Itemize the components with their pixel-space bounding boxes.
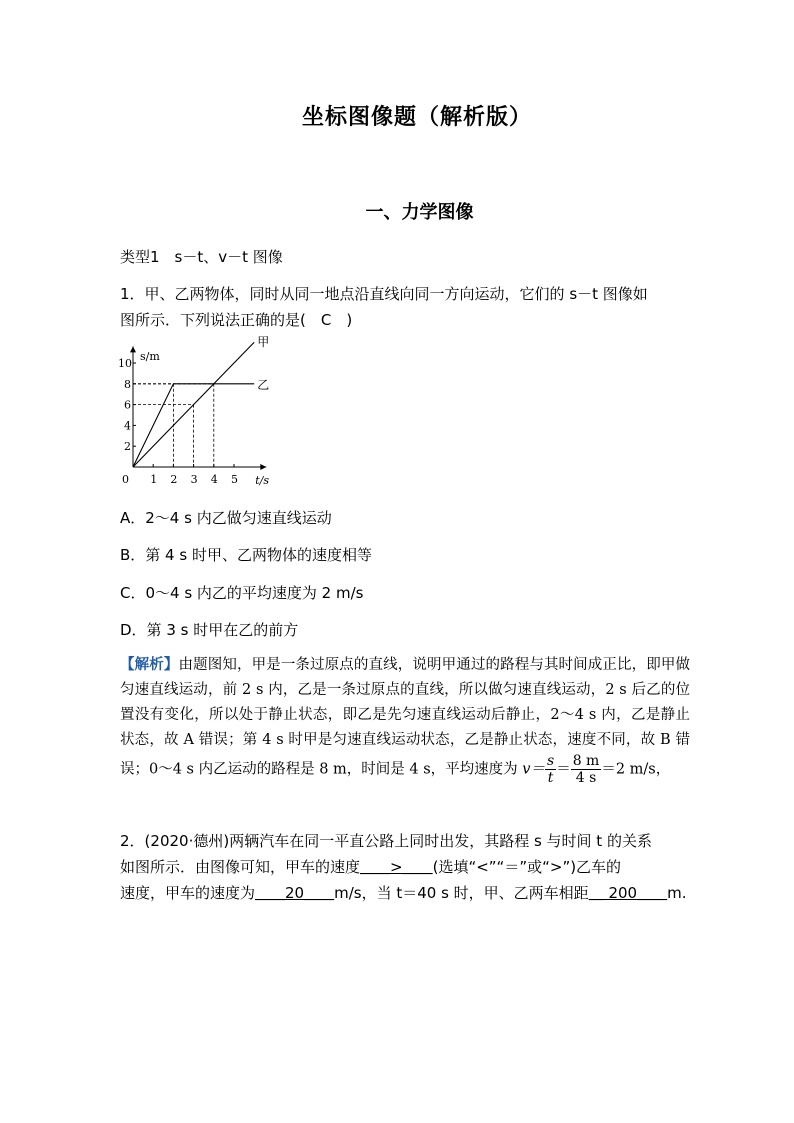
x-tick-label: 3	[190, 473, 198, 486]
question-2-text-e: m.	[667, 884, 687, 902]
question-2-text-d: m/s，当 t＝40 s 时，甲、乙两车相距	[334, 884, 589, 902]
type-label: 类型1 s－t、v－t 图像	[120, 248, 283, 266]
question-1-stem-end: 图所示．下列说法正确的是	[120, 311, 301, 329]
series-label-jia: 甲	[257, 335, 270, 350]
fraction-8m-over-4s	[571, 753, 602, 786]
x-tick-label: 1	[150, 473, 158, 486]
x-axis-arrow	[260, 464, 266, 470]
analysis-tag: 【解析】	[120, 656, 179, 673]
fraction-s-over-t	[545, 753, 556, 786]
option-d: D．第 3 s 时甲在乙的前方	[120, 621, 299, 639]
series-label-yi: 乙	[257, 377, 270, 392]
x-tick-label: 2	[170, 473, 178, 486]
question-1-answer: ( C )	[300, 311, 353, 329]
y-tick-label: 10	[118, 357, 132, 370]
question-2-text-a: 如图所示．由图像可知，甲车的速度	[120, 858, 361, 876]
y-tick-label: 6	[124, 398, 131, 412]
formula-v: v＝	[522, 761, 545, 778]
fraction-2-numerator: 8 m	[572, 753, 600, 769]
y-tick-label: 8	[124, 377, 131, 391]
x-tick-label: 5	[231, 473, 238, 486]
option-b: B．第 4 s 时甲、乙两物体的速度相等	[120, 546, 372, 564]
question-1-line-2	[120, 307, 352, 333]
fraction-1-numerator: s	[547, 753, 555, 769]
analysis-block	[120, 652, 690, 786]
question-2-text-b: (选填“<”“＝”或“>”)乙车的	[432, 858, 622, 876]
y-axis-arrow	[130, 346, 136, 352]
option-a: A．2～4 s 内乙做匀速直线运动	[120, 509, 332, 527]
st-graph	[110, 335, 275, 492]
section-heading: 一、力学图像	[365, 202, 474, 223]
option-c: C．0～4 s 内乙的平均速度为 2 m/s	[120, 584, 364, 602]
x-axis-label: t/s	[255, 474, 269, 487]
fraction-2-denominator: 4 s	[575, 770, 597, 786]
answer-blank-3: ＿ 200＿＿	[588, 884, 668, 902]
question-2-line-2	[120, 854, 621, 880]
y-tick-label: 2	[124, 440, 131, 454]
graph-layer	[118, 335, 269, 487]
analysis-text: 由题图知，甲是一条过原点的直线，说明甲通过的路程与其时间成正比，即甲做匀速直线运动，前 2 s 内，乙是一条过原点的直线，所以做匀速直线运动，2 s 后乙的位置没有变化，所以处于静止状态，即乙是先匀速直线运动后静止，2～4 s 内，乙是静止状态，故 A 错误；第 4 s 时甲是匀速直线运动状态，乙是静止状态，速度不同，故 B 错误；0～4 s 内乙运动的路程是 8 m，时间是 4 s，平均速度为	[120, 657, 691, 778]
x-tick-label: 0	[122, 473, 129, 486]
question-2-line-1: 2．(2020·德州)两辆汽车在同一平直公路上同时出发，其路程 s 与时间 t 的关系	[120, 832, 652, 850]
y-tick-label: 4	[124, 419, 131, 433]
question-2-line-3	[120, 880, 686, 906]
x-tick-label: 4	[210, 473, 218, 486]
page-title: 坐标图像题（解析版）	[301, 105, 532, 130]
answer-blank-2: ＿＿20＿＿	[255, 884, 335, 902]
y-axis-label: s/m	[140, 349, 160, 363]
formula-eq: ＝	[556, 761, 571, 778]
question-1-line-1: 1．甲、乙两物体，同时从同一地点沿直线向同一方向运动，它们的 s－t 图像如	[120, 285, 648, 303]
fraction-1-denominator: t	[547, 770, 554, 786]
formula-result: ＝2 m/s，	[601, 761, 671, 778]
answer-blank-1: ＿＿>＿＿	[360, 858, 433, 876]
question-2-text-c: 速度，甲车的速度为	[120, 884, 256, 902]
